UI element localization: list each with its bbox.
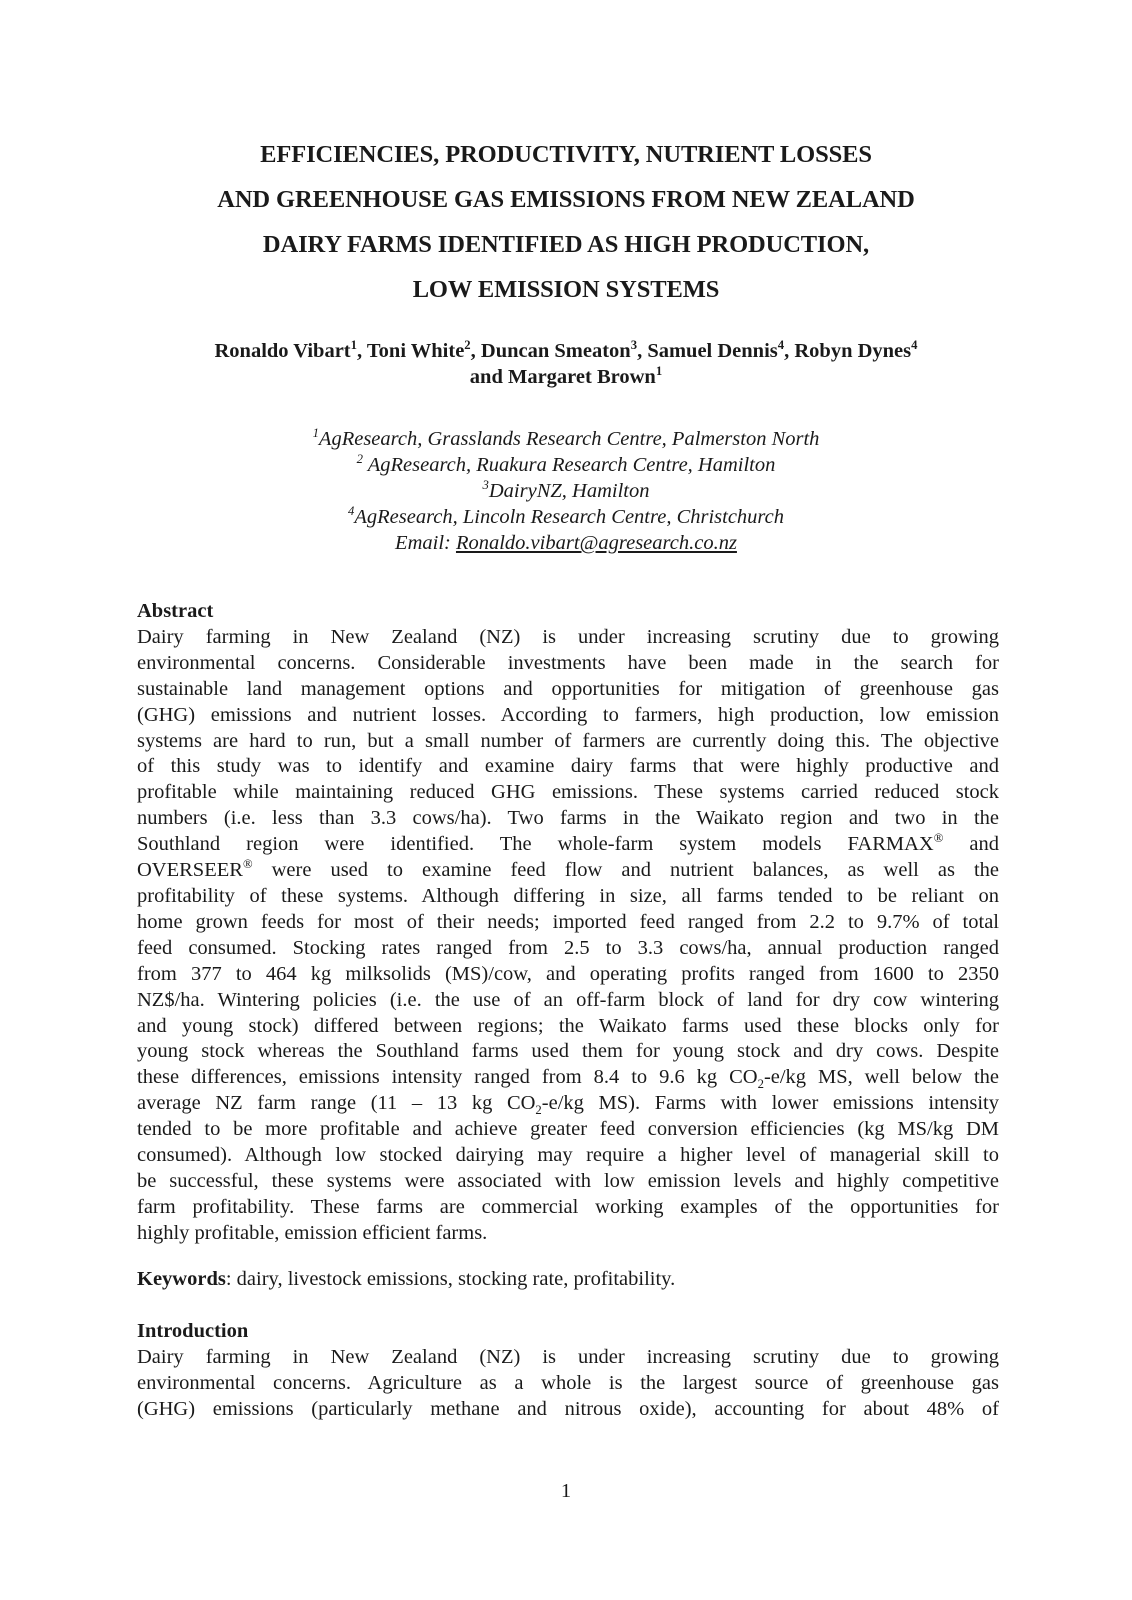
author-affil-mark: 3 (630, 337, 638, 352)
registered-mark: ® (933, 830, 944, 845)
abstract-line: numbers (i.e. less than 3.3 cows/ha). Two farms in the Waikato region and two in the (137, 807, 999, 830)
affiliation-mark: 1 (312, 425, 319, 440)
abstract-heading: Abstract (137, 600, 214, 622)
abstract-line: of this study was to identify and examine dairy farms that were highly productive and (137, 755, 999, 778)
abstract-line: sustainable land management options and opportunities for mitigation of greenhouse gas (137, 677, 999, 700)
affiliation-text: AgResearch, Grasslands Research Centre, Palmerston North (318, 428, 820, 450)
email-line (120, 530, 1012, 556)
affiliation (120, 504, 1012, 530)
abstract-line: be successful, these systems were associated with low emission levels and highly competitive (137, 1169, 999, 1192)
abstract-line: (GHG) emissions and nutrient losses. According to farmers, high production, low emission (137, 703, 999, 726)
abstract-line (137, 832, 999, 858)
abstract-text: OVERSEER (137, 859, 243, 882)
affiliation (120, 478, 1012, 504)
abstract-line: and young stock) differed between regions; the Waikato farms used these blocks only for (137, 1014, 999, 1037)
author-list (120, 338, 1012, 390)
abstract-line (137, 858, 999, 884)
abstract-line: home grown feeds for most of their needs; imported feed ranged from 2.2 to 9.7% of total (137, 910, 999, 933)
author-name: Toni White (366, 340, 465, 362)
author-name: Samuel Dennis (647, 340, 778, 362)
abstract-text: -e/kg MS, well below the (763, 1066, 999, 1089)
abstract-text: -e/kg MS). Farms with lower emissions intensity (541, 1092, 999, 1115)
abstract-line (137, 1091, 999, 1117)
email-link[interactable]: Ronaldo.vibart@agresearch.co.nz (455, 532, 737, 554)
abstract-text: were used to examine feed flow and nutrient balances, as well as the (252, 859, 999, 882)
introduction-line: Dairy farming in New Zealand (NZ) is under increasing scrutiny due to growing (137, 1345, 999, 1368)
keywords-section (137, 1267, 999, 1293)
author-name: Margaret Brown (507, 366, 656, 388)
author-name: Ronaldo Vibart (214, 340, 351, 362)
abstract-line: environmental concerns. Considerable investments have been made in the search for (137, 651, 999, 674)
page-number: 1 (560, 1480, 572, 1502)
abstract-text: these differences, emissions intensity ranged from 8.4 to 9.6 kg CO (137, 1066, 758, 1089)
author-affil-mark: 1 (350, 337, 357, 352)
abstract-text: Southland region were identified. The whole-farm system models FARMAX (137, 833, 934, 856)
title-line: DAIRY FARMS IDENTIFIED AS HIGH PRODUCTION, (262, 231, 870, 258)
abstract-line: profitability of these systems. Although differing in size, all farms tended to be reliant on (137, 884, 999, 907)
title-line: LOW EMISSION SYSTEMS (412, 276, 720, 303)
abstract-line: young stock whereas the Southland farms used them for young stock and dry cows. Despite (137, 1040, 999, 1063)
abstract-body (137, 625, 999, 1247)
affiliation-list (120, 426, 1012, 556)
abstract-line: highly profitable, emission efficient farms. (137, 1221, 488, 1244)
author-conjunction: and (469, 366, 508, 388)
abstract-line: Dairy farming in New Zealand (NZ) is under increasing scrutiny due to growing (137, 625, 999, 648)
abstract-line: tended to be more profitable and achieve greater feed conversion efficiencies (kg MS/kg DM (137, 1118, 999, 1141)
abstract-line: profitable while maintaining reduced GHG emissions. These systems carried reduced stock (137, 781, 999, 804)
paper-title (120, 132, 1012, 312)
author-affil-mark: 1 (655, 363, 663, 378)
title-line: AND GREENHOUSE GAS EMISSIONS FROM NEW ZEALAND (217, 186, 915, 213)
abstract-text: and (943, 833, 999, 856)
keywords-text: : dairy, livestock emissions, stocking rate, profitability. (225, 1268, 676, 1290)
author-name: Robyn Dynes (794, 340, 912, 362)
subscript: 2 (757, 1077, 764, 1092)
author-line: Ronaldo Vibart$^1$, Toni White$^2$, Duncan Smeaton$^3$, Samuel Dennis$^4$, Robyn Dynes$^4$ (214, 337, 918, 362)
author-affil-mark: 4 (777, 337, 785, 352)
affiliation-mark: 4 (347, 503, 355, 518)
introduction-line: (GHG) emissions (particularly methane and nitrous oxide), accounting for about 48% of (137, 1397, 999, 1420)
abstract-line: systems are hard to run, but a small number of farmers are currently doing this. The objective (137, 729, 999, 752)
abstract-text: average NZ farm range (11 – 13 kg CO (137, 1092, 536, 1115)
author-affil-mark: 2 (464, 337, 471, 352)
affiliation-text: AgResearch, Lincoln Research Centre, Christchurch (354, 506, 785, 528)
abstract-line: farm profitability. These farms are commercial working examples of the opportunities for (137, 1195, 999, 1218)
abstract-line: feed consumed. Stocking rates ranged from 2.5 to 3.3 cows/ha, annual production ranged (137, 936, 999, 959)
registered-mark: ® (242, 856, 253, 871)
email-label: Email: (395, 532, 456, 554)
affiliation-text: DairyNZ, Hamilton (488, 480, 650, 502)
author-line (120, 364, 1012, 390)
affiliation-mark: 2 (356, 451, 363, 466)
affiliation (120, 452, 1012, 478)
introduction-heading: Introduction (137, 1320, 249, 1342)
abstract-line: from 377 to 464 kg milksolids (MS)/cow, and operating profits ranged from 1600 to 2350 (137, 962, 999, 985)
affiliation-mark: 3 (482, 477, 489, 492)
title-line: EFFICIENCIES, PRODUCTIVITY, NUTRIENT LOSSES (260, 141, 872, 168)
subscript: 2 (535, 1103, 542, 1118)
abstract-line: consumed). Although low stocked dairying may require a higher level of managerial skill to (137, 1144, 999, 1167)
author-affil-mark: 4 (911, 337, 918, 352)
affiliation-text: AgResearch, Ruakura Research Centre, Hamilton (362, 454, 776, 476)
keywords-line (137, 1267, 999, 1293)
abstract-line: NZ$/ha. Wintering policies (i.e. the use of an off-farm block of land for dry cow wintering (137, 988, 999, 1011)
keywords-label: Keywords (137, 1268, 226, 1290)
author-name: Duncan Smeaton (480, 340, 631, 362)
abstract-line (137, 1065, 999, 1091)
affiliation (120, 426, 1012, 452)
abstract-section (137, 599, 999, 1247)
introduction-section (137, 1319, 999, 1423)
introduction-line: environmental concerns. Agriculture as a whole is the largest source of greenhouse gas (137, 1371, 999, 1394)
